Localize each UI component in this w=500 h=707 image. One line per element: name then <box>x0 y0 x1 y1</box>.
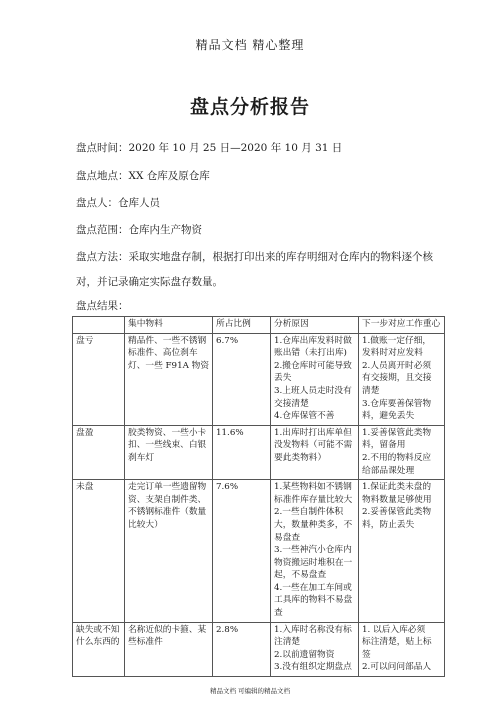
row-reasons-line: 大，数量种类多，不 <box>274 519 353 530</box>
row-reasons-line: 1.入库时名称没有标 <box>274 624 352 635</box>
row-reasons-line: 查 <box>274 608 283 619</box>
row-ratio: 6.7% <box>213 333 271 425</box>
row-actions-line: 发料时对应发料 <box>362 348 423 359</box>
row-actions-line: 1. 以后入库必须 <box>362 624 426 635</box>
row-materials <box>125 480 213 623</box>
row-reasons-line: 注清楚 <box>274 637 301 648</box>
row-actions-line: 物料数量足够使用 <box>362 494 432 505</box>
row-materials <box>125 425 213 479</box>
row-actions <box>359 622 445 676</box>
table-row <box>73 622 445 676</box>
row-materials-line: 灯、一些 F91A 物资 <box>128 360 210 371</box>
row-actions-line: 标注清楚，贴上标 <box>362 637 432 648</box>
row-reasons-line: 物资搬运时堆积在一 <box>274 557 353 568</box>
row-actions-line: 1.保证此类未盘的 <box>362 482 432 493</box>
row-reasons-line: 1.仓库出库发料时做 <box>274 335 352 346</box>
row-reasons-line: 工具库的物料不易盘 <box>274 595 353 606</box>
row-materials-line: 资、支架自制件类、 <box>128 494 207 505</box>
row-actions-line: 签 <box>362 649 371 660</box>
row-materials-line: 走完订单一些遗留物 <box>128 482 207 493</box>
row-reasons-line: 2.一些自制件体积 <box>274 507 344 518</box>
row-reasons-line: 3.一些神汽小仓库内 <box>274 545 352 556</box>
row-actions-line: 1.妥善保管此类物 <box>362 427 432 438</box>
row-reasons <box>271 622 359 676</box>
row-reasons-line: 交接清楚 <box>274 398 309 409</box>
row-reasons-line: 标准件库存量比较大 <box>274 494 353 505</box>
result-table <box>72 316 445 677</box>
row-materials-line: 扣、一些线束、白银 <box>128 440 207 451</box>
row-actions-line: 3.仓库要善保管物 <box>362 398 432 409</box>
row-reasons <box>271 333 359 425</box>
row-materials <box>125 622 213 676</box>
row-reasons-line: 易盘查 <box>274 532 301 543</box>
table-header-row <box>73 317 445 334</box>
header-cell-reasons: 分析原因 <box>271 317 359 334</box>
row-actions-line: 1.做账一定仔细， <box>362 335 432 346</box>
row-reasons-line: 要此类物料） <box>274 452 327 463</box>
table-row <box>73 425 445 479</box>
inventory-time: 盘点时间：2020 年 10 月 25 日—2020 年 10 月 31 日 <box>76 142 343 154</box>
row-materials-line: 胶类物资、一些小卡 <box>128 427 207 438</box>
row-ratio: 7.6% <box>213 480 271 623</box>
row-materials-line: 名称近似的卡箍、某 <box>128 624 207 635</box>
table-row <box>73 333 445 425</box>
row-reasons <box>271 480 359 623</box>
table-row <box>73 480 445 623</box>
row-reasons-line: 起，不易盘查 <box>274 570 327 581</box>
row-reasons <box>271 425 359 479</box>
row-actions <box>359 333 445 425</box>
row-materials <box>125 333 213 425</box>
row-reasons-line: 2.搬仓库时可能导致 <box>274 360 352 371</box>
row-actions-line: 2.不用的物料反应 <box>362 452 432 463</box>
inventory-location: 盘点地点：XX 仓库及原仓库 <box>76 170 210 182</box>
row-reasons-line: 没发物料（可能不需 <box>274 440 353 451</box>
row-actions <box>359 480 445 623</box>
row-ratio: 2.8% <box>213 622 271 676</box>
row-category: 缺失或不知什么东西的 <box>73 622 125 676</box>
header-cell-ratio: 所占比例 <box>213 317 271 334</box>
header-cell-materials: 集中物料 <box>125 317 213 334</box>
row-materials-line: 些标准件 <box>128 637 163 648</box>
header-cell-blank <box>73 317 125 334</box>
page-header: 精品文档 精心整理 <box>195 38 305 52</box>
inventory-method-cont: 对，并记录确定实际盘存数量。 <box>76 276 223 288</box>
row-category: 盘亏 <box>73 333 125 425</box>
row-actions-line: 料，防止丢失 <box>362 519 415 530</box>
page-footer: 精品文档 可编辑的精品文档 <box>209 687 291 695</box>
result-table-container <box>72 316 444 677</box>
row-materials-line: 标准件、高位刹车 <box>128 348 198 359</box>
row-actions-line: 给部品课处理 <box>362 465 415 476</box>
row-reasons-line: 账出错（未打出库) <box>274 348 347 359</box>
row-actions-line: 清楚 <box>362 385 380 396</box>
report-title: 盘点分析报告 <box>189 96 310 118</box>
row-category: 未盘 <box>73 480 125 623</box>
row-reasons-line: 3.上班人员走时没有 <box>274 385 352 396</box>
row-materials-line: 不锈钢标准件（数量 <box>128 507 207 518</box>
row-reasons-line: 1.某些物料如不锈钢 <box>274 482 352 493</box>
row-reasons-line: 丢失 <box>274 373 292 384</box>
row-reasons-line: 1.出库时打出库单但 <box>274 427 352 438</box>
row-actions-line: 2.人员离开时必须 <box>362 360 432 371</box>
inventory-method: 盘点方法：采取实地盘存制，根据打印出来的库存明细对仓库内的物料逐个核 <box>76 251 433 263</box>
row-reasons-line: 2.以前遗留物资 <box>274 649 335 660</box>
row-materials-line: 刹车灯 <box>128 452 155 463</box>
row-category: 盘盈 <box>73 425 125 479</box>
row-actions <box>359 425 445 479</box>
inventory-personnel: 盘点人：仓库人员 <box>76 197 160 209</box>
row-actions-line: 料，避免丢失 <box>362 411 415 422</box>
header-cell-actions: 下一步对应工作重心 <box>359 317 445 334</box>
row-materials-line: 精品件、一些不锈钢 <box>128 335 207 346</box>
row-reasons-line: 3.没有组织定期盘点 <box>274 662 352 673</box>
row-reasons-line: 4.仓库保管不善 <box>274 411 335 422</box>
row-actions-line: 2.妥善保管此类物 <box>362 507 432 518</box>
inventory-scope: 盘点范围：仓库内生产物资 <box>76 224 202 236</box>
row-materials-line: 比较大） <box>128 519 163 530</box>
inventory-result-label: 盘点结果： <box>76 300 129 312</box>
row-reasons-line: 4.一些在加工车间或 <box>274 582 352 593</box>
row-actions-line: 有交接期，且交接 <box>362 373 432 384</box>
row-actions-line: 料，留备用 <box>362 440 406 451</box>
row-actions-line: 2.可以问问部品人 <box>362 662 432 673</box>
row-ratio: 11.6% <box>213 425 271 479</box>
